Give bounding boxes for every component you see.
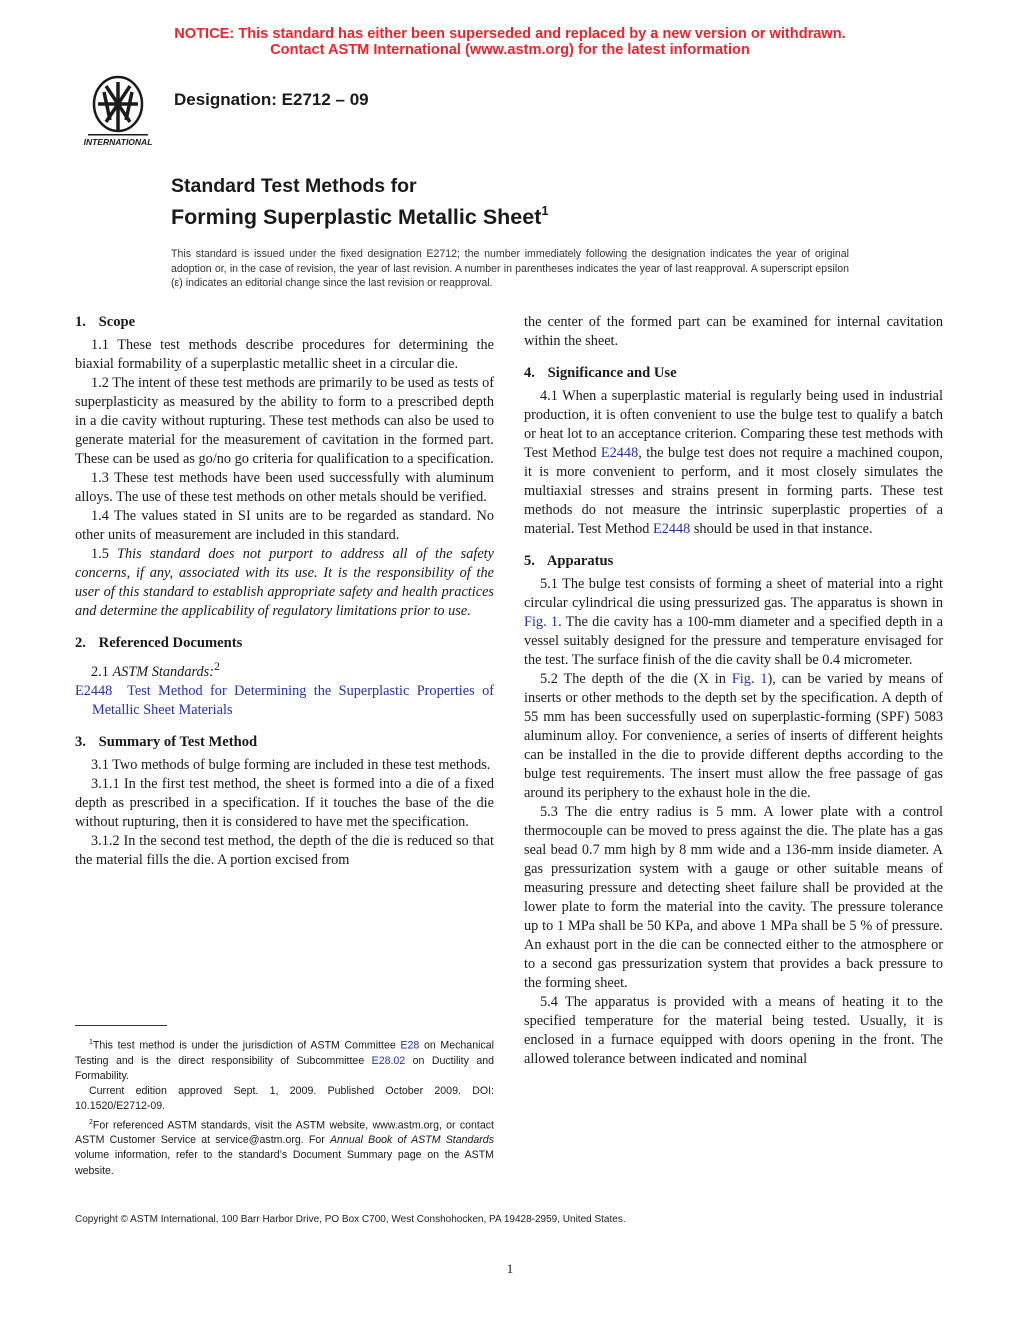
left-column: [75, 313, 494, 870]
page-number: 1: [506, 1261, 514, 1276]
section-title: Summary of Test Method: [98, 733, 258, 750]
reference-code-link[interactable]: E2448: [75, 682, 113, 699]
section-title: Scope: [98, 314, 136, 330]
notice-line-2: Contact ASTM International (www.astm.org) for the latest information: [270, 42, 750, 58]
text-run: on Ductility and Formability.: [75, 1054, 494, 1082]
copyright-line: Copyright © ASTM International, 100 Barr Harbor Drive, PO Box C700, West Conshohocken, PA 19428-2959, United States.: [75, 1214, 626, 1225]
paragraph-3-1-2: 3.1.2 In the second test method, the depth of the die is reduced so that the material fills the die. A portion excised from: [75, 832, 494, 868]
footnote-1-edition: Current edition approved Sept. 1, 2009. Published October 2009. DOI: 10.1520/E2712-09.: [75, 1085, 494, 1113]
document-title: [171, 175, 549, 230]
text-run: 5.2 The depth of the die (X in: [540, 671, 732, 687]
title-main: Forming Superplastic Metallic Sheet: [171, 205, 542, 229]
paragraph-3-1-1: 3.1.1 In the first test method, the sheet is formed into a die of a fixed depth as prescribed in a specification. If it touches the base of the die without rupturing, then it is considered to have met the specification.: [75, 775, 494, 830]
issuance-statement: This standard is issued under the fixed designation E2712; the number immediately following the designation indicates the year of original adoption or, in the case of revision, the year of last revision. A number in parentheses indicates the year of last reapproval. A superscript epsilon (ε) indicates an editorial change since the last revision or reapproval.: [171, 248, 849, 290]
section-heading-scope: [75, 313, 494, 332]
astm-emblem-icon: [74, 74, 162, 150]
text-run: volume information, refer to the standard’s Document Summary page on the ASTM website.: [75, 1149, 494, 1177]
committee-e28-link[interactable]: E28: [400, 1039, 420, 1052]
footnote-ref: 2: [214, 659, 220, 673]
designation: Designation: E2712 – 09: [174, 90, 369, 109]
section-heading-apparatus: [524, 552, 943, 571]
paragraph-3-1-2-continued: the center of the formed part can be examined for internal cavitation within the sheet.: [524, 314, 943, 349]
right-column: [524, 313, 943, 1069]
text-run: , the bulge test does not require a machined coupon, it is more convenient to perform, and it most closely simulates the multiaxial stresses and strains present in forming parts. These test methods do not measure the intrinsic superplastic properties of a material. Test Method: [524, 445, 943, 537]
section-number: 5.: [524, 553, 535, 569]
text-run: 5.1 The bulge test consists of forming a sheet of material into a right circular cylindrical die using pressurized gas. The apparatus is shown in: [524, 576, 943, 611]
footnote-2: [75, 1115, 494, 1179]
paragraph-1-5: [75, 545, 494, 621]
title-footnote-mark: 1: [541, 203, 549, 218]
notice-line-1: NOTICE: This standard has either been superseded and replaced by a new version or withdrawn.: [174, 26, 846, 42]
text-run: . The die cavity has a 100-mm diameter and a specified depth in a vessel suitably designed for the pressure and temperature envisaged for the test. The surface finish of the die cavity shall be 0.4 micrometer.: [524, 614, 944, 668]
text-run: ), can be varied by means of inserts or other methods to the depth set by the specification. A depth of 55 mm has been successfully used on superplastic-forming (SPF) 5083 aluminum alloy. For convenience, a series of inserts of different heights can be installed in the die to provide different depths according to the bulge test requirements. The insert must allow the free passage of gas around its periphery to the exhaust hole in the die.: [524, 671, 944, 801]
paragraph-5-1: [524, 575, 943, 670]
logo-label: INTERNATIONAL: [83, 137, 153, 147]
section-heading-summary: [75, 733, 494, 752]
paragraph-5-2: [524, 670, 943, 803]
reference-title-link[interactable]: Test Method for Determining the Superplastic Properties of Metallic Sheet Materials: [92, 682, 494, 718]
text-run: should be used in that instance.: [690, 521, 873, 537]
text-run: on Mechanical Testing and is the direct responsibility of Subcommittee: [75, 1039, 494, 1067]
figure-1-link[interactable]: Fig. 1: [524, 614, 559, 630]
subcommittee-e28-02-link[interactable]: E28.02: [371, 1054, 406, 1067]
paragraph-5-3: 5.3 The die entry radius is 5 mm. A lower plate with a control thermocouple can be moved to press against the die. The plate has a gas seal bead 0.7 mm high by 8 mm wide and a 136-mm inside diameter. A gas pressurization system with a gauge or other suitable means of measuring pressure and detecting sheet failure shall be provided at the lower plate to form the material into the cavity. The pressure tolerance up to 1 MPa shall be 50 KPa, and above 1 MPa shall be 5 % of pressure. An exhaust port in the die can be connected either to the atmosphere or to a second gas pressurization system that provides a back pressure to the forming sheet.: [524, 804, 943, 991]
e2448-link[interactable]: E2448: [652, 521, 691, 537]
paragraph-1-4: 1.4 The values stated in SI units are to be regarded as standard. No other units of measurement are included in this standard.: [75, 508, 494, 543]
footnote-mark: 1: [89, 1039, 93, 1046]
paragraph-1-3: 1.3 These test methods have been used successfully with aluminum alloys. The use of these test methods on other metals should be verified.: [75, 470, 494, 505]
footnotes: [75, 1035, 494, 1179]
astm-logo: [74, 74, 162, 150]
footnote-mark: 2: [89, 1118, 93, 1126]
paragraph-3-1: 3.1 Two methods of bulge forming are included in these test methods.: [91, 756, 491, 773]
section-heading-significance: [524, 364, 943, 383]
section-number: 2.: [75, 635, 86, 651]
paragraph-1-2: 1.2 The intent of these test methods are primarily to be used as tests of superplasticity as measured by the ability to form to a prescribed depth in a die cavity without rupturing. These test methods can also be used to generate material for the measurement of cavitation in the formed part. These can be used as go/no go criteria for qualification to a specification.: [75, 375, 494, 467]
title-line-2: [171, 198, 549, 230]
section-title: Apparatus: [546, 553, 614, 569]
text-run-italic: Annual Book of ASTM Standards: [329, 1134, 494, 1147]
text-run: 4.1 When a superplastic material is regularly being used in industrial production, it is often convenient to use the bulge test to qualify a batch or heat lot to an acceptance criterion. Comparing these test methods with Test Method: [524, 388, 943, 461]
section-heading-referenced-documents: [75, 634, 494, 653]
section-number: 4.: [524, 365, 535, 381]
paragraph-number: 1.5: [91, 546, 118, 562]
paragraph-number: 2.1: [91, 663, 113, 680]
footnote-divider: [75, 1025, 167, 1026]
astm-standards-label: ASTM Standards:: [112, 663, 214, 680]
reference-entry-e2448: [75, 682, 494, 720]
paragraph-4-1: [524, 387, 943, 539]
title-line-1: Standard Test Methods for: [171, 175, 417, 197]
text-run: This test method is under the jurisdiction of ASTM Committee: [92, 1039, 401, 1052]
section-number: 1.: [75, 314, 86, 330]
figure-1-link[interactable]: Fig. 1: [731, 671, 768, 687]
safety-caveat: This standard does not purport to address all of the safety concerns, if any, associated with its use. It is the responsibility of the user of this standard to establish appropriate safety and health practices and determine the applicability of regulatory limitations prior to use.: [75, 546, 494, 619]
section-title: Significance and Use: [547, 365, 677, 381]
text-run: For referenced ASTM standards, visit the ASTM website, www.astm.org, or contact ASTM Customer Service at service@astm.org. For: [75, 1119, 494, 1147]
section-number: 3.: [75, 733, 86, 750]
e2448-link[interactable]: E2448: [600, 445, 639, 461]
withdrawal-notice: [0, 26, 1020, 58]
section-title: Referenced Documents: [98, 635, 243, 651]
paragraph-1-1: 1.1 These test methods describe procedures for determining the biaxial formability of a superplastic metallic sheet in a circular die.: [75, 337, 494, 372]
paragraph-5-4: 5.4 The apparatus is provided with a means of heating it to the specified temperature for the material being tested. Usually, it is enclosed in a furnace equipped with doors opening in the front. The allowed tolerance between indicated and nominal: [524, 994, 943, 1067]
paragraph-2-1: [75, 657, 494, 682]
footnote-1: [75, 1035, 494, 1084]
